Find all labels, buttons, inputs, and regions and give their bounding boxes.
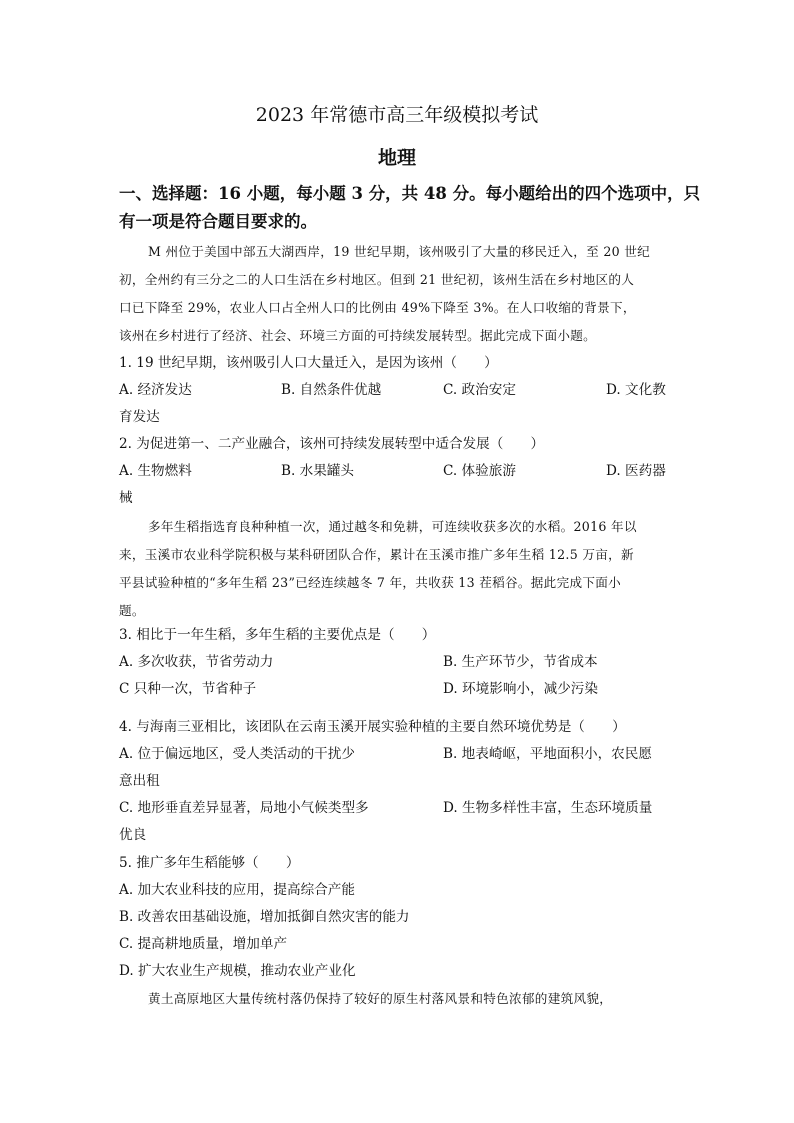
- passage2-line: 平县试验种植的“多年生稻 23”已经连续越冬 7 年，共收获 13 茬稻谷。据此完成下面小: [119, 575, 622, 590]
- question-5-option-d: D. 扩大农业生产规模，推动农业产业化: [119, 963, 356, 979]
- section-heading-line1: 一、选择题：16 小题，每小题 3 分，共 48 分。每小题给出的四个选项中，只: [119, 184, 701, 203]
- question-2-option-b: B. 水果罐头: [281, 463, 355, 479]
- question-4-option-c: C. 地形垂直差异显著，局地小气候类型多: [119, 800, 369, 816]
- question-5-option-b: B. 改善农田基础设施，增加抵御自然灾害的能力: [119, 909, 410, 925]
- question-1-option-d-continued: 育发达: [119, 409, 160, 425]
- question-2-option-d: D. 医药器: [606, 463, 666, 479]
- question-2-option-a: A. 生物燃料: [119, 463, 192, 479]
- question-1-stem: 1. 19 世纪早期，该州吸引人口大量迁入，是因为该州（ ）: [119, 355, 498, 371]
- question-3-option-d: D. 环境影响小，减少污染: [443, 681, 598, 697]
- question-2-option-c: C. 体验旅游: [443, 463, 516, 479]
- question-4-stem: 4. 与海南三亚相比，该团队在云南玉溪开展实验种植的主要自然环境优势是（ ）: [119, 719, 626, 735]
- question-2-option-d-continued: 械: [119, 490, 133, 506]
- question-4-option-a: A. 位于偏远地区，受人类活动的干扰少: [119, 746, 355, 762]
- question-4-option-d: D. 生物多样性丰富，生态环境质量: [443, 800, 653, 816]
- question-3-option-a: A. 多次收获，节省劳动力: [119, 654, 274, 670]
- passage2-line: 题。: [119, 603, 145, 618]
- passage2-line: 来，玉溪市农业科学院积极与某科研团队合作，累计在玉溪市推广多年生稻 12.5 万亩，新: [119, 547, 634, 562]
- question-5-option-a: A. 加大农业科技的应用，提高综合产能: [119, 882, 355, 898]
- passage2-line: 多年生稻指选育良种种植一次，通过越冬和免耕，可连续收获多次的水稻。2016 年以: [148, 519, 637, 534]
- exam-title: 2023 年常德市高三年级模拟考试: [255, 104, 539, 126]
- question-1-option-b: B. 自然条件优越: [281, 382, 382, 398]
- question-3-stem: 3. 相比于一年生稻，多年生稻的主要优点是（ ）: [119, 627, 436, 643]
- passage1-line: 初，全州约有三分之二的人口生活在乡村地区。但到 21 世纪初，该州生活在乡村地区的人: [119, 272, 635, 287]
- passage1-line: 该州在乡村进行了经济、社会、环境三方面的可持续发展转型。据此完成下面小题。: [119, 328, 597, 343]
- question-1-option-a: A. 经济发达: [119, 382, 192, 398]
- question-1-option-c: C. 政治安定: [443, 382, 516, 398]
- question-4-option-b: B. 地表崎岖，平地面积小，农民愿: [443, 746, 652, 762]
- passage1-line: 口已下降至 29%，农业人口占全州人口的比例由 49%下降至 3%。在人口收缩的背景下，: [119, 300, 636, 315]
- subject-title: 地理: [377, 147, 416, 169]
- question-3-option-c: C 只种一次，节省种子: [119, 681, 257, 697]
- passage1-line: M 州位于美国中部五大湖西岸，19 世纪早期，该州吸引了大量的移民迁入，至 20 世纪: [148, 244, 651, 259]
- question-5-option-c: C. 提高耕地质量，增加单产: [119, 936, 288, 952]
- question-3-option-b: B. 生产环节少，节省成本: [443, 654, 598, 670]
- question-5-stem: 5. 推广多年生稻能够（ ）: [119, 855, 300, 871]
- question-4-option-d-continued: 优良: [119, 827, 147, 843]
- question-2-stem: 2. 为促进第一、二产业融合，该州可持续发展转型中适合发展（ ）: [119, 436, 545, 452]
- passage3-line: 黄土高原地区大量传统村落仍保持了较好的原生村落风景和特色浓郁的建筑风貌，: [148, 991, 613, 1006]
- section-heading-line2: 有一项是符合题目要求的。: [119, 212, 317, 231]
- question-1-option-d: D. 文化教: [606, 382, 666, 398]
- question-4-option-b-continued: 意出租: [119, 773, 160, 789]
